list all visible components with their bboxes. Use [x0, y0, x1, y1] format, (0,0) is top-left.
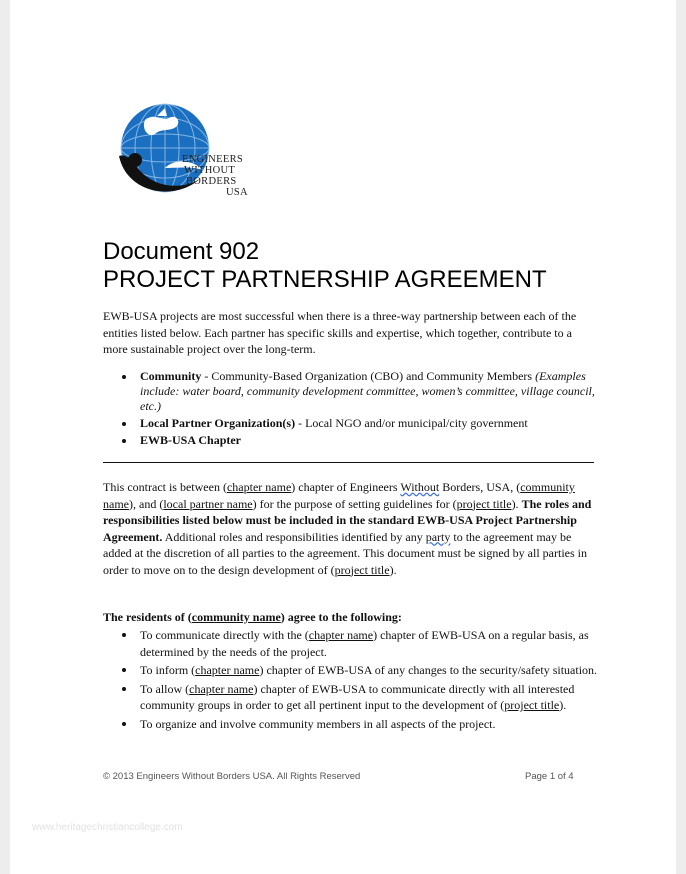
document-title — [103, 238, 547, 294]
spellcheck-word: party — [425, 529, 451, 544]
list-item — [140, 369, 610, 414]
logo-wordmark — [182, 154, 248, 198]
list-item — [140, 416, 610, 431]
text-run: ) for the purpose of setting guidelines for ( — [252, 496, 457, 511]
spellcheck-word: Without — [400, 480, 440, 494]
partner-desc: - Community-Based Organization (CBO) and Community Members — [201, 369, 536, 383]
project-title-placeholder: project title — [456, 496, 512, 511]
project-title-placeholder: project title — [504, 698, 560, 712]
list-item — [140, 681, 610, 714]
agreement-title: PROJECT PARTNERSHIP AGREEMENT — [103, 266, 547, 293]
text-run: Borders, USA, ( — [439, 480, 521, 494]
logo-line: USA — [226, 187, 248, 198]
community-name-placeholder: community name — [103, 480, 575, 511]
text-run: ), and ( — [129, 496, 164, 511]
chapter-name-placeholder: chapter name — [189, 681, 254, 696]
partner-desc: - Local NGO and/or municipal/city government — [295, 416, 528, 430]
text-run: To allow ( — [140, 681, 190, 696]
text-run: To inform ( — [140, 663, 196, 677]
text-run: Additional roles and responsibilities identified by any — [162, 529, 426, 544]
text-run: ) agree to the following: — [280, 610, 402, 624]
text-run: to the agreement may be added at the discretion of all parties to the agreement. This document must be signed by all parties in order to move on to the design development of ( — [103, 529, 587, 577]
text-run: To organize and involve community members in all aspects of the project. — [140, 716, 496, 731]
partner-example: (Examples include: water board, community development committee, women’s committee, village council, etc.) — [140, 369, 595, 413]
logo-line: BORDERS — [186, 176, 237, 187]
chapter-name-placeholder: chapter name — [195, 663, 260, 677]
text-run: The residents of ( — [103, 610, 192, 624]
document-number: Document 902 — [103, 238, 260, 265]
text-run: ) chapter of EWB-USA on a regular basis, as determined by the needs of the project. — [140, 628, 589, 659]
text-run: ). — [511, 496, 522, 511]
list-item — [140, 627, 610, 660]
partner-name: Community — [140, 369, 202, 383]
text-run: ) chapter of Engineers — [291, 480, 401, 494]
list-item — [140, 662, 610, 679]
partner-name: EWB-USA Chapter — [140, 433, 242, 447]
text-run: ) chapter of EWB-USA to communicate directly with all interested community groups in order to get all pertinent input to the development of ( — [140, 681, 575, 712]
section-divider — [103, 462, 594, 463]
intro-paragraph: EWB-USA projects are most successful when there is a three-way partnership between each of the entities listed below. Each partner has specific skills and expertise, which together, contribute to a more sustainable project over the long-term. — [103, 309, 577, 356]
list-item — [140, 433, 610, 448]
text-run: ) chapter of EWB-USA of any changes to the security/safety situation. — [259, 663, 598, 677]
chapter-name-placeholder: chapter name — [226, 480, 292, 494]
chapter-name-placeholder: chapter name — [308, 628, 374, 642]
list-item — [140, 716, 610, 733]
residents-obligations-list — [103, 627, 610, 734]
text-run: ). — [559, 698, 567, 712]
watermark: www.heritagechristiancollege.com — [32, 822, 183, 833]
logo-line: ENGINEERS — [182, 154, 244, 165]
community-name-placeholder: community name — [191, 610, 281, 624]
document-page — [10, 0, 676, 874]
residents-heading — [103, 609, 593, 626]
local-partner-name-placeholder: local partner name — [163, 496, 253, 511]
partner-name: Local Partner Organization(s) — [140, 416, 296, 430]
logo-line: WITHOUT — [184, 165, 236, 176]
contract-paragraph — [103, 479, 593, 578]
text-run: This contract is between ( — [103, 480, 227, 494]
bold-requirement: The roles and responsibilities listed below must be included in the standard EWB-USA Project Partnership Agreement. — [103, 496, 592, 544]
partner-list — [103, 369, 610, 450]
text-run: ). — [389, 562, 397, 577]
page-number: Page 1 of 4 — [525, 771, 574, 782]
project-title-placeholder: project title — [334, 562, 390, 577]
text-run: To communicate directly with the ( — [140, 628, 309, 642]
copyright-footer: © 2013 Engineers Without Borders USA. All Rights Reserved — [103, 771, 361, 782]
